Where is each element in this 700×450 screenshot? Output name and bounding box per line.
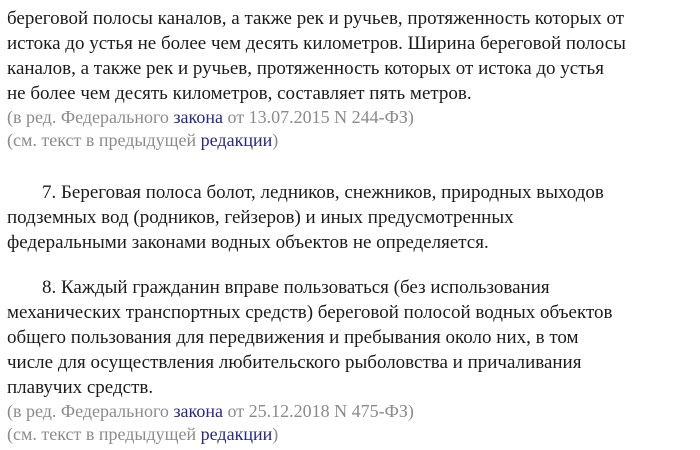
paragraph-line: 7. Береговая полоса болот, ледников, снежников, природных выходов: [42, 182, 604, 203]
paragraph-7: [7, 180, 700, 255]
paragraph-line: плавучих средств.: [7, 377, 154, 398]
edition-link[interactable]: редакции: [200, 424, 273, 444]
amendment-note-2: [7, 400, 700, 446]
paragraph-spacer: [7, 255, 700, 275]
intro-paragraph: [7, 6, 700, 106]
edition-note: [7, 400, 700, 423]
edition-note-suffix: от 25.12.2018 N 475-ФЗ): [223, 401, 414, 421]
previous-edition-suffix: ): [272, 424, 279, 444]
edition-note-prefix: (в ред. Федерального: [7, 107, 174, 127]
law-link[interactable]: закона: [173, 401, 223, 421]
paragraph-line: числе для осуществления любительского рыболовства и причаливания: [7, 352, 582, 373]
paragraph-8: [7, 275, 700, 400]
paragraph-line: истока до устья не более чем десять километров. Ширина береговой полосы: [7, 33, 626, 54]
previous-edition-suffix: ): [272, 130, 279, 150]
paragraph-line: не более чем десять километров, составляет пять метров.: [7, 83, 472, 104]
edition-note-suffix: от 13.07.2015 N 244-ФЗ): [223, 107, 414, 127]
edition-note-prefix: (в ред. Федерального: [7, 401, 174, 421]
paragraph-spacer: [7, 152, 700, 180]
paragraph-line: 8. Каждый гражданин вправе пользоваться (без использования: [42, 277, 550, 298]
paragraph-line: механических транспортных средств) береговой полосой водных объектов: [7, 302, 613, 323]
edition-link[interactable]: редакции: [200, 130, 273, 150]
edition-note: [7, 106, 700, 129]
previous-edition-prefix: (см. текст в предыдущей: [7, 130, 201, 150]
paragraph-line: федеральными законами водных объектов не определяется.: [7, 232, 489, 253]
amendment-note-1: [7, 106, 700, 152]
paragraph-line: береговой полосы каналов, а также рек и ручьев, протяженность которых от: [7, 8, 625, 29]
paragraph-line: общего пользования для передвижения и пребывания около них, в том: [7, 327, 579, 348]
paragraph-line: каналов, а также рек и ручьев, протяженность которых от истока до устья: [7, 58, 604, 79]
law-link[interactable]: закона: [173, 107, 223, 127]
previous-edition-prefix: (см. текст в предыдущей: [7, 424, 201, 444]
previous-edition-note: [7, 129, 700, 152]
paragraph-line: подземных вод (родников, гейзеров) и иных предусмотренных: [7, 207, 514, 228]
previous-edition-note: [7, 423, 700, 446]
